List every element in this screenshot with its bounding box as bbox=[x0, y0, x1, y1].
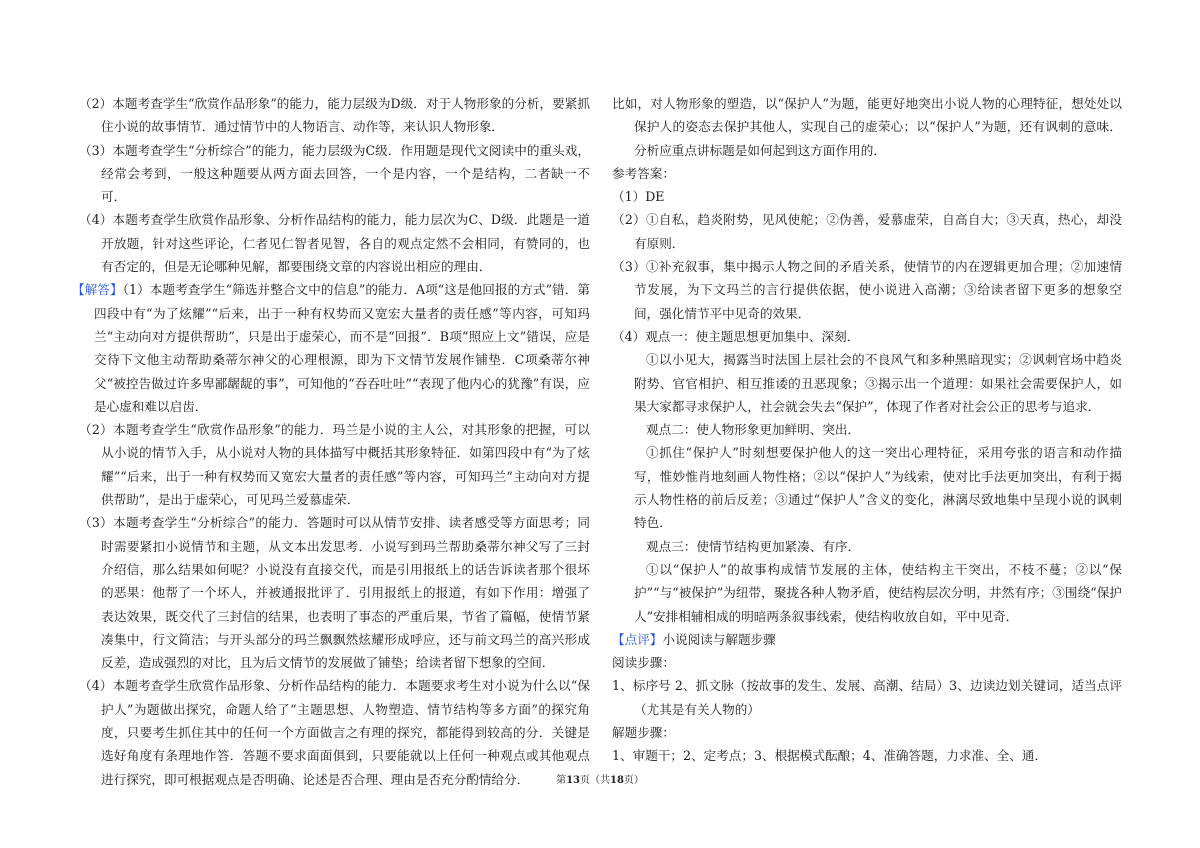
item-text: 观点二：使人物形象更加鲜明、突出． bbox=[646, 422, 861, 438]
item-text: 比如，对人物形象的塑造，以“保护人”为题，能更好地突出小说人物的心理特征，想处处以保护人的姿态去保护其他人，实现自己的虚荣心；以“保护人”为题，还有讽刺的意味．分析应重点讲标题是如何起到这方面作用的． bbox=[612, 96, 1122, 158]
left-column bbox=[72, 92, 591, 791]
right-item-8 bbox=[612, 441, 1122, 534]
right-item-9 bbox=[612, 535, 1122, 558]
item-text: ①抓住“保护人”时刻想要保护他人的这一突出心理特征，采用夸张的语言和动作描写，惟妙惟肖地刻画人物性格；②以“保护人”为线索，使对比手法更加突出，有利于揭示人物性格的前后反差；③通过“保护人”含义的变化，淋漓尽致地集中呈现小说的讽刺特色． bbox=[634, 445, 1122, 531]
left-item-3 bbox=[72, 278, 590, 418]
page-footer bbox=[0, 771, 1200, 786]
left-item-4 bbox=[79, 418, 590, 511]
left-item-1 bbox=[79, 139, 590, 209]
item-text: （2）本题考查学生“欣赏作品形象”的能力，能力层级为D级．对于人物形象的分析，要紧抓住小说的故事情节．通过情节中的人物语言、动作等，来认识人物形象． bbox=[79, 96, 590, 135]
item-text: 参考答案： bbox=[612, 165, 675, 181]
footer-mid: 页（共 bbox=[580, 775, 610, 786]
right-column bbox=[612, 92, 1122, 768]
right-item-6 bbox=[612, 348, 1122, 418]
footer-page-number: 13 bbox=[566, 775, 580, 786]
item-text: （4）观点一：使主题思想更加集中、深刻． bbox=[612, 328, 860, 344]
item-text: （3）本题考查学生“分析综合”的能力．答题时可以从情节安排、读者感受等方面思考；同时需要紧扣小说情节和主题，从文本出发思考．小说写到玛兰帮助桑蒂尔神父写了三封介绍信，那么结果如何呢？小说没有直接交代，而是引用报纸上的话告诉读者那个很坏的恶果：他帮了一个坏人，并被通报批评了．引用报纸上的报道，有如下作用：增强了表达效果，既交代了三封信的结果，也表明了事态的严重后果，节省了篇幅，使情节紧凑集中，行文简洁；与开头部分的玛兰飘飘然炫耀形成呼应，还与前文玛兰的高兴形成反差，造成强烈的对比，且为后文情节的发展做了铺垫；给读者留下想象的空间． bbox=[79, 515, 590, 671]
item-text: ①以小见大，揭露当时法国上层社会的不良风气和多种黑暗现实；②讽刺官场中趋炎附势、官官相护、相互推诿的丑恶现象；③揭示出一个道理：如果社会需要保护人，如果大家都寻求保护人，社会就会失去“保护”，体现了作者对社会公正的思考与追求． bbox=[634, 352, 1122, 414]
footer-pre: 第 bbox=[556, 775, 567, 786]
right-item-13 bbox=[612, 674, 1122, 721]
left-item-0 bbox=[79, 92, 590, 139]
item-text: （3）①补充叙事，集中揭示人物之间的矛盾关系，使情节的内在逻辑更加合理；②加速情节发展，为下文玛兰的言行提供依据，使小说进入高潮；③给读者留下更多的想象空间，强化情节平中见奇的效果． bbox=[612, 259, 1122, 321]
left-item-2 bbox=[79, 208, 590, 278]
item-text: （2）①自私，趋炎附势，见风使舵；②伪善，爱慕虚荣，自高自大；③天真，热心，却没有原则． bbox=[612, 212, 1122, 251]
item-text: （4）本题考查学生欣赏作品形象、分析作品结构的能力．本题要求考生对小说为什么以“保护人”为题做出探究，命题人给了“主题思想、人物塑造、情节结构等多方面”的探究角度，只要考生抓住其中的任何一个方面做言之有理的探究，都能得到较高的分．关键是选好角度有条理地作答．答题不要求面面俱到，只要能就以上任何一种观点或其他观点进行探究，即可根据观点是否明确、论述是否合理、理由是否充分酌情给分． bbox=[79, 678, 590, 787]
footer-post: 页） bbox=[623, 775, 644, 786]
right-item-2 bbox=[612, 185, 1122, 208]
answer-tag: 【解答】 bbox=[72, 282, 123, 298]
item-text: 1、标序号 2、抓文脉（按故事的发生、发展、高潮、结局）3、边读边划关键词，适当点评（尤其是有关人物的） bbox=[612, 678, 1122, 717]
item-text: （1）DE bbox=[612, 189, 665, 205]
item-text: 解题步骤： bbox=[612, 725, 675, 741]
right-item-0 bbox=[612, 92, 1122, 162]
right-item-10 bbox=[612, 558, 1122, 628]
item-text: （1）本题考查学生“筛选并整合文中的信息”的能力．A项“这是他回报的方式”错．第四段中有“为了炫耀”“后来，出于一种有权势而又宽宏大量者的责任感”等内容，可知玛兰“主动向对方提供帮助”，只是出于虚荣心，而不是“回报”．B项“照应上文”错误，应是交待下文他主动帮助桑蒂尔神父的心理根源，即为下文情节发展作铺垫．C项桑蒂尔神父“被控告做过许多卑鄙龌龊的事”，可知他的“吞吞吐吐”“表现了他内心的犹豫”有误，应是心虚和难以启齿． bbox=[94, 282, 591, 414]
right-item-12 bbox=[612, 651, 1122, 674]
right-item-15 bbox=[612, 744, 1122, 767]
item-text: （4）本题考查学生欣赏作品形象、分析作品结构的能力，能力层次为C、D级．此题是一道开放题，针对这些评论，仁者见仁智者见智，各自的观点定然不会相同，有赞同的，也有否定的，但是无论哪种见解，都要围绕文章的内容说出相应的理由． bbox=[79, 212, 590, 275]
item-text: （3）本题考查学生“分析综合”的能力，能力层级为C级．作用题是现代文阅读中的重头戏，经常会考到，一般这种题要从两方面去回答，一个是内容，一个是结构，二者缺一不可． bbox=[79, 142, 590, 205]
right-item-14 bbox=[612, 721, 1122, 744]
item-text: 1、审题干；2、定考点；3、根据模式酝酿；4、准确答题，力求准、全、通． bbox=[612, 748, 1048, 764]
item-text: ①以“保护人”的故事构成情节发展的主体，使结构主干突出，不枝不蔓；②以“保护”“与“被保护”为纽带，聚拢各种人物矛盾，使结构层次分明，井然有序；③围绕“保护人”安排相辅相成的明暗两条叙事线索，使结构收放自如，平中见奇． bbox=[634, 561, 1122, 624]
right-item-7 bbox=[612, 418, 1122, 441]
right-item-1 bbox=[612, 162, 1122, 185]
item-text: 观点三：使情节结构更加紧凑、有序． bbox=[646, 538, 861, 554]
right-item-3 bbox=[612, 208, 1122, 255]
comment-tag: 【点评】 bbox=[612, 631, 663, 647]
item-text: （2）本题考查学生“欣赏作品形象”的能力．玛兰是小说的主人公，对其形象的把握，可以从小说的情节入手，从小说对人物的具体描写中概括其形象特征．如第四段中有“为了炫耀”“后来，出于一种有权势而又宽宏大量者的责任感”等内容，可知玛兰“主动向对方提供帮助”，是出于虚荣心，可见玛兰爱慕虚荣． bbox=[79, 422, 590, 508]
right-item-11 bbox=[612, 628, 1122, 651]
item-text: 阅读步骤： bbox=[612, 655, 675, 671]
footer-total-pages: 18 bbox=[610, 775, 624, 786]
item-text: 小说阅读与解题步骤 bbox=[662, 631, 776, 647]
left-item-5 bbox=[79, 511, 590, 674]
right-item-4 bbox=[612, 255, 1122, 325]
right-item-5 bbox=[612, 325, 1122, 348]
